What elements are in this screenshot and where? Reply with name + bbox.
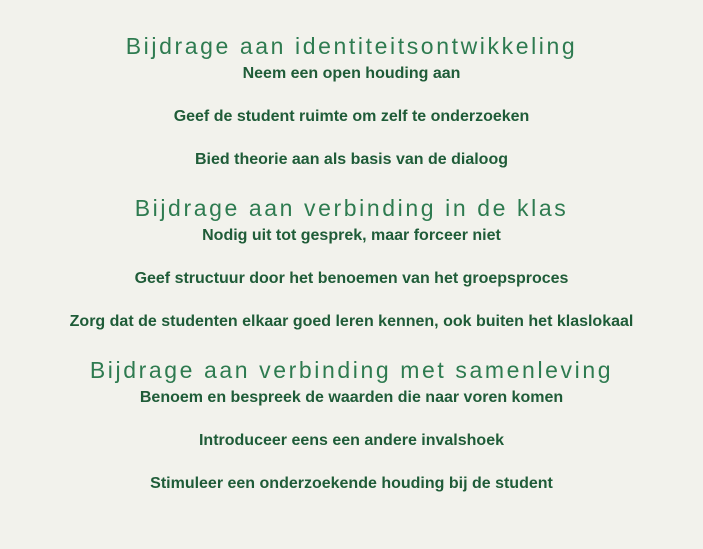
section-title: Bijdrage aan verbinding in de klas: [134, 195, 569, 221]
advice-item: Bied theorie aan als basis van de dialoog: [195, 151, 508, 168]
section-title: Bijdrage aan verbinding met samenleving: [89, 357, 614, 383]
section-verbinding-met-samenleving: [0, 355, 703, 494]
advice-item: Zorg dat de studenten elkaar goed leren kennen, ook buiten het klaslokaal: [69, 313, 634, 330]
section-title: Bijdrage aan identiteitsontwikkeling: [125, 33, 578, 59]
section-identiteitsontwikkeling: [0, 31, 703, 170]
advice-item: Stimuleer een onderzoekende houding bij de student: [150, 475, 553, 492]
advice-item: Benoem en bespreek de waarden die naar voren komen: [139, 389, 564, 406]
advice-item: Neem een open houding aan: [242, 65, 461, 82]
section-verbinding-in-de-klas: [0, 193, 703, 332]
advice-item: Geef de student ruimte om zelf te onderzoeken: [173, 108, 530, 125]
advice-item: Nodig uit tot gesprek, maar forceer niet: [202, 227, 501, 244]
advice-item: Introduceer eens een andere invalshoek: [198, 432, 504, 449]
advice-item: Geef structuur door het benoemen van het groepsproces: [134, 270, 569, 287]
